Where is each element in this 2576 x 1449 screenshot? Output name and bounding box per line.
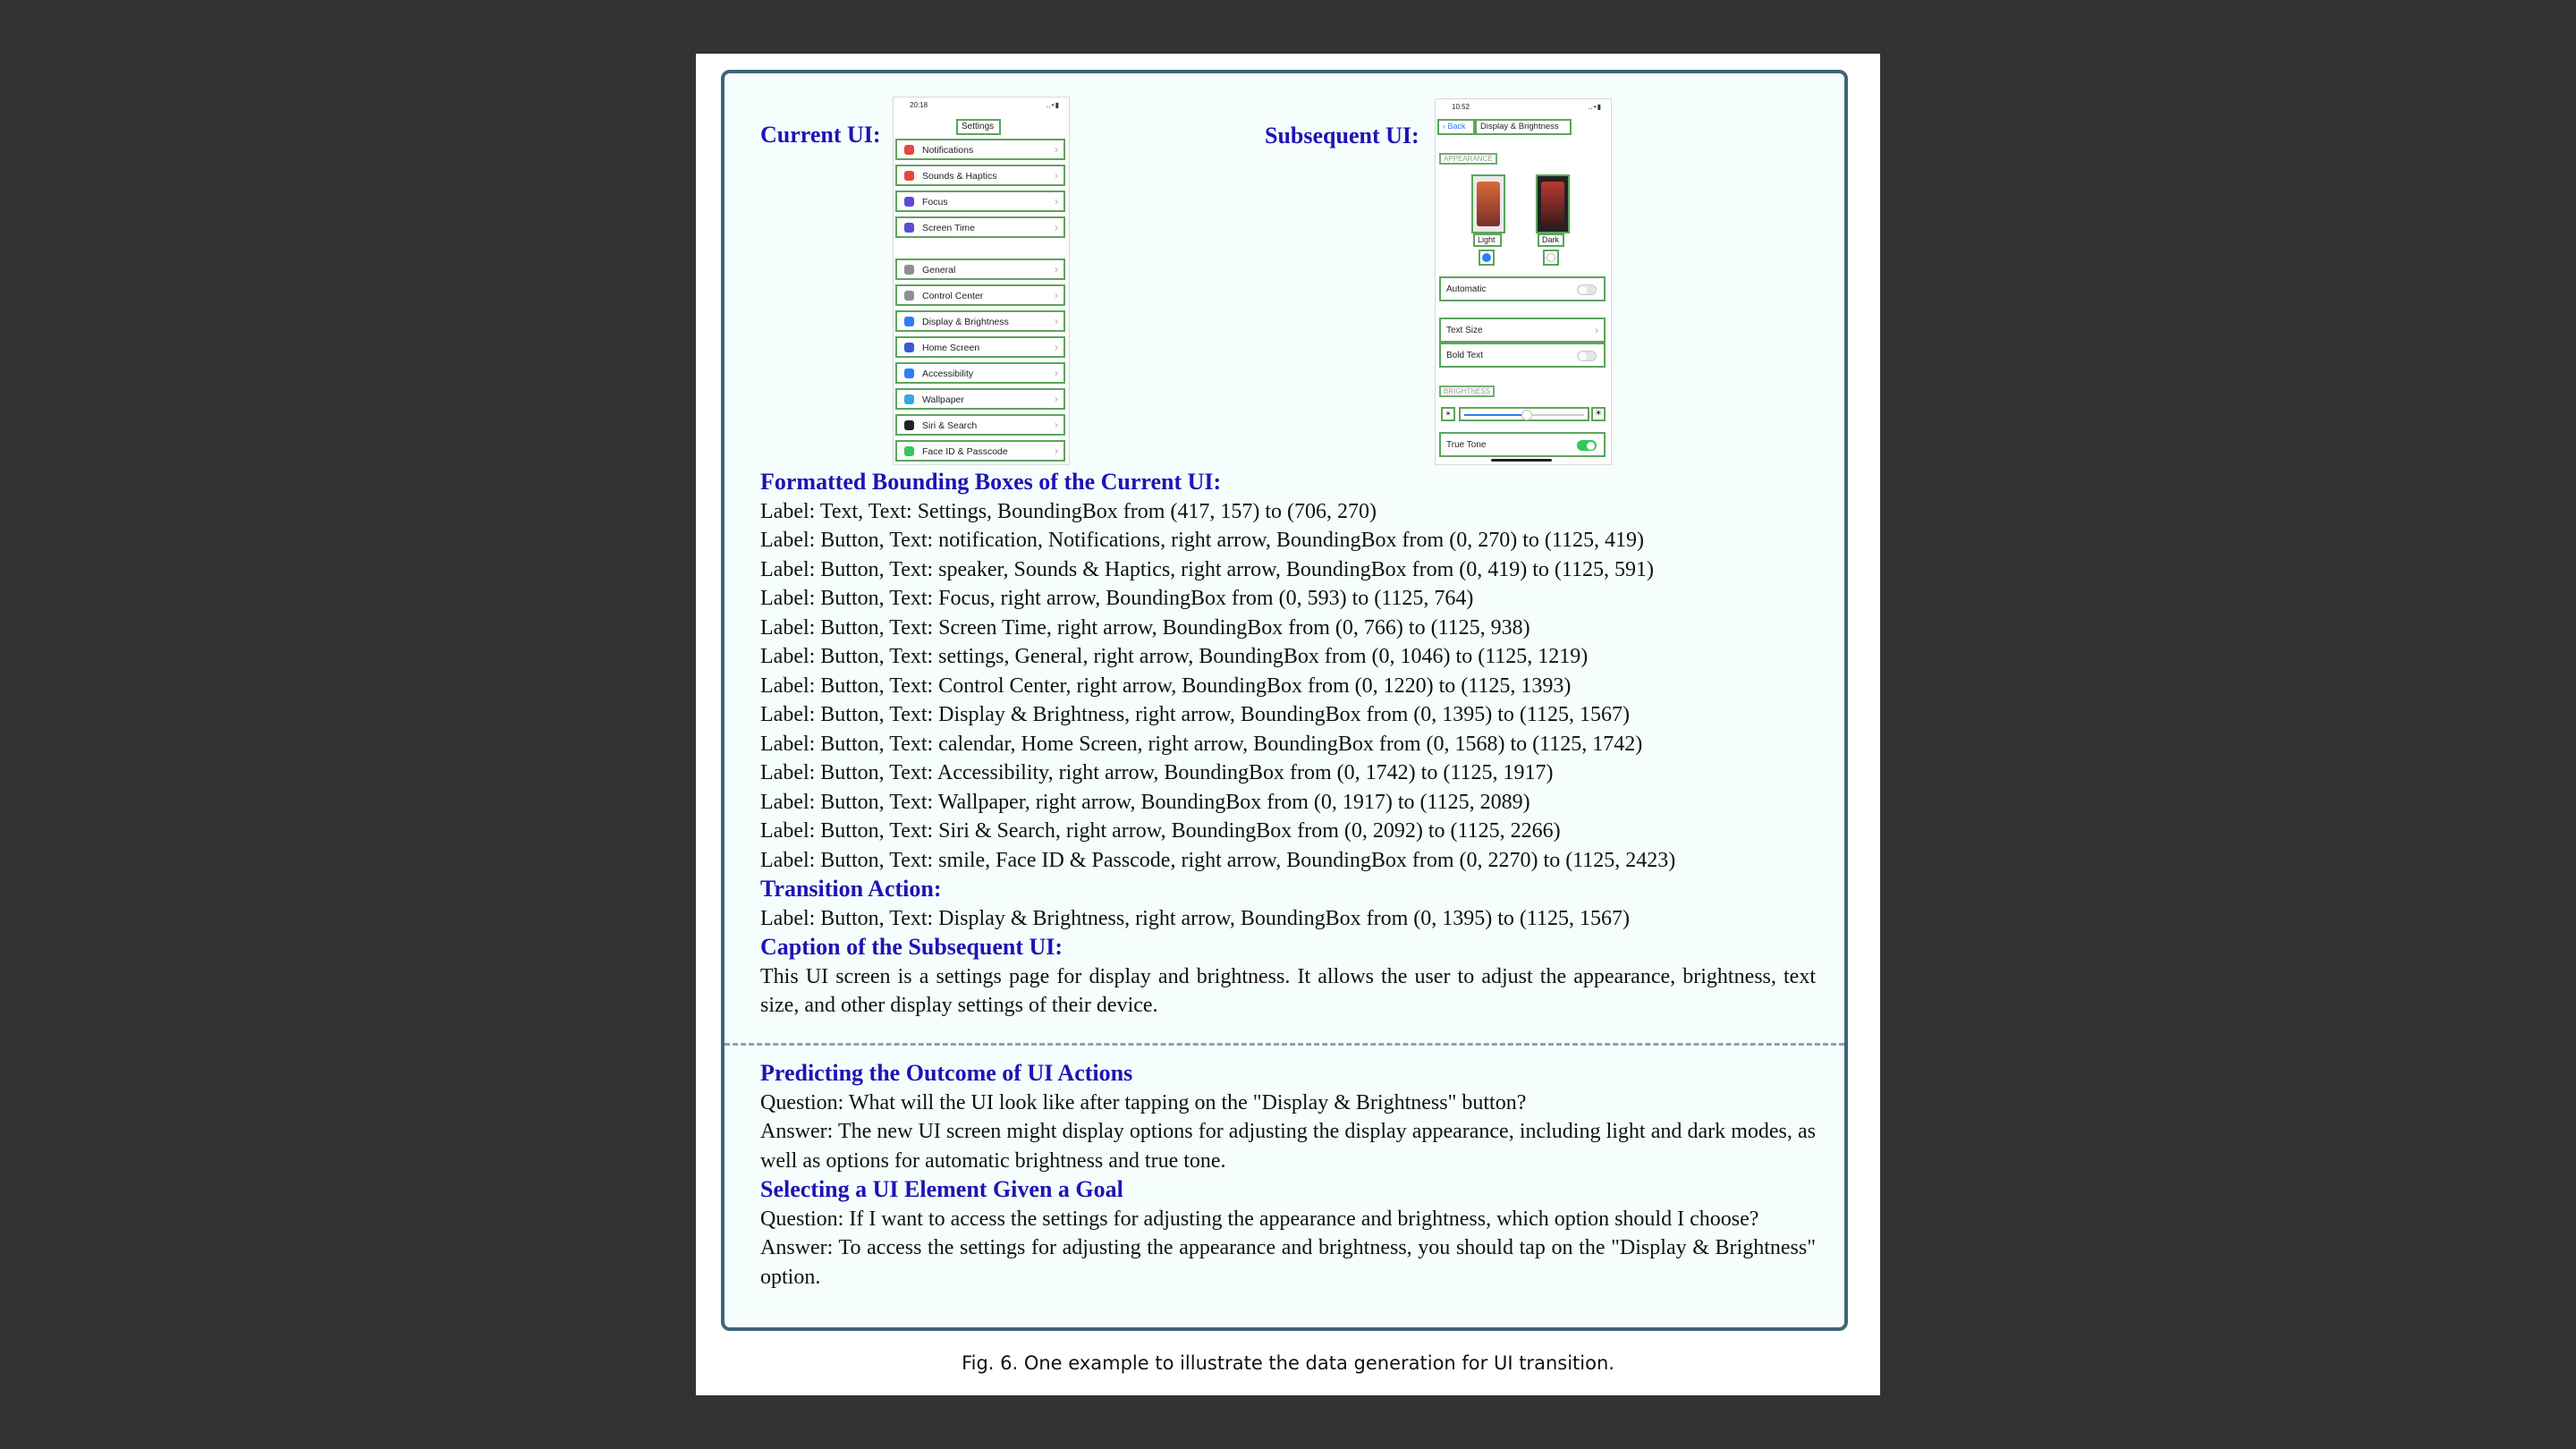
settings-row-label: Control Center [922,291,984,301]
light-wallpaper-thumb [1477,182,1500,226]
settings-row-icon [904,317,914,326]
brightness-caption: BRIGHTNESS [1439,386,1495,397]
subsequent-ui-screenshot [1435,98,1612,465]
predict-heading: Predicting the Outcome of UI Actions [760,1060,1133,1086]
settings-row-icon [904,265,914,275]
light-label: Light [1473,233,1502,247]
chevron-right-icon: › [1055,315,1058,327]
subsequent-ui-label: Subsequent UI: [1265,123,1419,148]
brightness-slider[interactable] [1459,407,1589,421]
settings-row-accessibility[interactable] [895,362,1065,384]
settings-row-icon [904,343,914,352]
settings-row-icon [904,145,914,155]
brightness-slider-fill [1464,414,1527,416]
signal-icon: ‥•▮ [1046,101,1060,109]
caption-heading: Caption of the Subsequent UI: [760,934,1063,960]
chevron-right-icon: › [1055,221,1058,233]
bbox-line: Label: Button, Text: Screen Time, right arrow, BoundingBox from (0, 766) to (1125, 938) [760,615,1530,640]
bold-text-label: Bold Text [1446,351,1483,360]
bbox-line: Label: Text, Text: Settings, BoundingBox from (417, 157) to (706, 270) [760,499,1377,523]
bold-text-toggle[interactable] [1577,351,1597,361]
settings-row-label: Display & Brightness [922,317,1009,327]
bbox-line: Label: Button, Text: Control Center, right arrow, BoundingBox from (0, 1220) to (1125, 1393) [760,674,1572,698]
brightness-slider-knob[interactable] [1521,410,1532,420]
dashed-divider [724,1043,1844,1046]
text-size-row[interactable] [1439,318,1606,343]
bbox-list [760,497,1816,876]
sun-large-icon: ☀ [1591,407,1606,421]
sun-small-icon: ☀ [1441,407,1455,421]
settings-row-general[interactable] [895,258,1065,280]
chevron-right-icon: › [1055,445,1058,457]
true-tone-label: True Tone [1446,440,1487,450]
settings-row-face-id-passcode[interactable] [895,440,1065,462]
settings-row-icon [904,446,914,456]
dark-label: Dark [1538,233,1564,247]
bold-text-row[interactable] [1439,343,1606,368]
settings-row-label: Wallpaper [922,394,964,405]
settings-row-control-center[interactable] [895,284,1065,306]
automatic-toggle[interactable] [1577,284,1597,295]
current-ui-label: Current UI: [760,122,881,148]
bbox-line: Label: Button, Text: Siri & Search, right arrow, BoundingBox from (0, 2092) to (1125, 2266) [760,819,1561,843]
chevron-right-icon: › [1055,393,1058,405]
chevron-right-icon: › [1595,324,1598,336]
settings-row-icon [904,171,914,181]
settings-row-label: Home Screen [922,343,980,353]
chevron-right-icon: › [1055,263,1058,275]
settings-row-icon [904,369,914,378]
status-bar [1452,103,1602,112]
bbox-heading: Formatted Bounding Boxes of the Current UI: [760,469,1222,495]
predict-answer: Answer: The new UI screen might display options for adjusting the display appearance, including light and dark modes, as well as options for automatic brightness and true tone. [760,1120,1816,1173]
bbox-section [760,468,1816,1021]
dark-mode-preview[interactable] [1536,174,1570,233]
automatic-label: Automatic [1446,284,1487,294]
back-button[interactable]: ‹ Back [1437,119,1475,135]
bbox-line: Label: Button, Text: Display & Brightness, right arrow, BoundingBox from (0, 1395) to (1125, 1567) [760,703,1630,726]
bbox-line: Label: Button, Text: notification, Notifications, right arrow, BoundingBox from (0, 270) to (1125, 419) [760,529,1644,552]
caption-text: This UI screen is a settings page for display and brightness. It allows the user to adjust the appearance, brightness, text size, and other display settings of their device. [760,964,1816,1017]
paper-page [696,54,1880,1395]
select-heading: Selecting a UI Element Given a Goal [760,1176,1123,1202]
home-indicator [1491,459,1552,462]
chevron-right-icon: › [1055,195,1058,208]
transition-heading: Transition Action: [760,876,942,902]
dark-radio[interactable] [1543,250,1559,266]
automatic-row[interactable] [1439,276,1606,301]
status-time: 20:18 [910,101,928,109]
settings-title: Settings [956,119,1001,135]
settings-row-sounds-haptics[interactable] [895,165,1065,186]
settings-row-icon [904,420,914,430]
settings-row-label: Screen Time [922,223,975,233]
select-question: Question: If I want to access the settings for adjusting the appearance and brightness, which option should I choose? [760,1207,1759,1231]
light-radio-selected[interactable] [1479,250,1495,266]
bbox-line: Label: Button, Text: speaker, Sounds & Haptics, right arrow, BoundingBox from (0, 419) to (1125, 591) [760,557,1654,581]
settings-row-screen-time[interactable] [895,216,1065,238]
bbox-line: Label: Button, Text: Wallpaper, right arrow, BoundingBox from (0, 1917) to (1125, 2089) [760,790,1530,814]
chevron-right-icon: › [1055,169,1058,182]
bbox-line: Label: Button, Text: settings, General, right arrow, BoundingBox from (0, 1046) to (1125, 1219) [760,645,1589,668]
brightness-row [1439,403,1606,427]
settings-row-label: Sounds & Haptics [922,171,997,182]
chevron-right-icon: › [1055,341,1058,353]
settings-row-display-brightness[interactable] [895,310,1065,332]
status-bar [910,101,1060,110]
settings-row-notifications[interactable] [895,139,1065,160]
chevron-right-icon: › [1055,143,1058,156]
light-mode-preview[interactable] [1471,174,1505,233]
settings-row-home-screen[interactable] [895,336,1065,358]
predict-question: Question: What will the UI look like after tapping on the "Display & Brightness" button? [760,1090,1527,1114]
settings-row-icon [904,223,914,233]
settings-row-label: Face ID & Passcode [922,446,1008,457]
status-time: 10:52 [1452,103,1470,111]
bbox-line: Label: Button, Text: smile, Face ID & Passcode, right arrow, BoundingBox from (0, 2270) to (1125, 2423) [760,848,1676,872]
current-ui-screenshot [893,97,1070,465]
true-tone-row[interactable] [1439,432,1606,457]
settings-row-focus[interactable] [895,191,1065,212]
settings-row-label: Siri & Search [922,420,978,431]
settings-row-icon [904,291,914,301]
transition-line: Label: Button, Text: Display & Brightness, right arrow, BoundingBox from (0, 1395) to (1125, 1567) [760,906,1630,930]
qa-section [760,1059,1816,1292]
settings-row-icon [904,394,914,404]
settings-row-label: Focus [922,197,948,208]
figure-caption: Fig. 6. One example to illustrate the data generation for UI transition. [962,1352,1614,1374]
signal-icon: ‥•▮ [1588,103,1602,111]
bbox-line: Label: Button, Text: Focus, right arrow, BoundingBox from (0, 593) to (1125, 764) [760,587,1474,610]
settings-row-icon [904,197,914,207]
settings-row-label: Notifications [922,145,974,156]
figure-box [721,70,1848,1331]
display-brightness-title: Display & Brightness [1475,119,1572,135]
settings-row-siri-search[interactable] [895,414,1065,436]
chevron-right-icon: › [1055,367,1058,379]
settings-row-label: General [922,265,956,275]
select-answer: Answer: To access the settings for adjusting the appearance and brightness, you should tap on the "Display & Brightness" option. [760,1236,1816,1289]
settings-row-label: Accessibility [922,369,974,379]
appearance-caption: APPEARANCE [1439,153,1497,165]
bbox-line: Label: Button, Text: calendar, Home Screen, right arrow, BoundingBox from (0, 1568) to (1125, 1742) [760,732,1643,756]
text-size-label: Text Size [1446,326,1483,335]
bbox-line: Label: Button, Text: Accessibility, right arrow, BoundingBox from (0, 1742) to (1125, 1917) [760,761,1554,784]
chevron-right-icon: › [1055,419,1058,431]
checkmark-icon [1482,253,1491,262]
chevron-right-icon: › [1055,289,1058,301]
dark-wallpaper-thumb [1541,182,1564,226]
settings-row-wallpaper[interactable] [895,388,1065,410]
radio-circle-icon [1546,253,1555,262]
true-tone-toggle[interactable] [1577,440,1597,451]
